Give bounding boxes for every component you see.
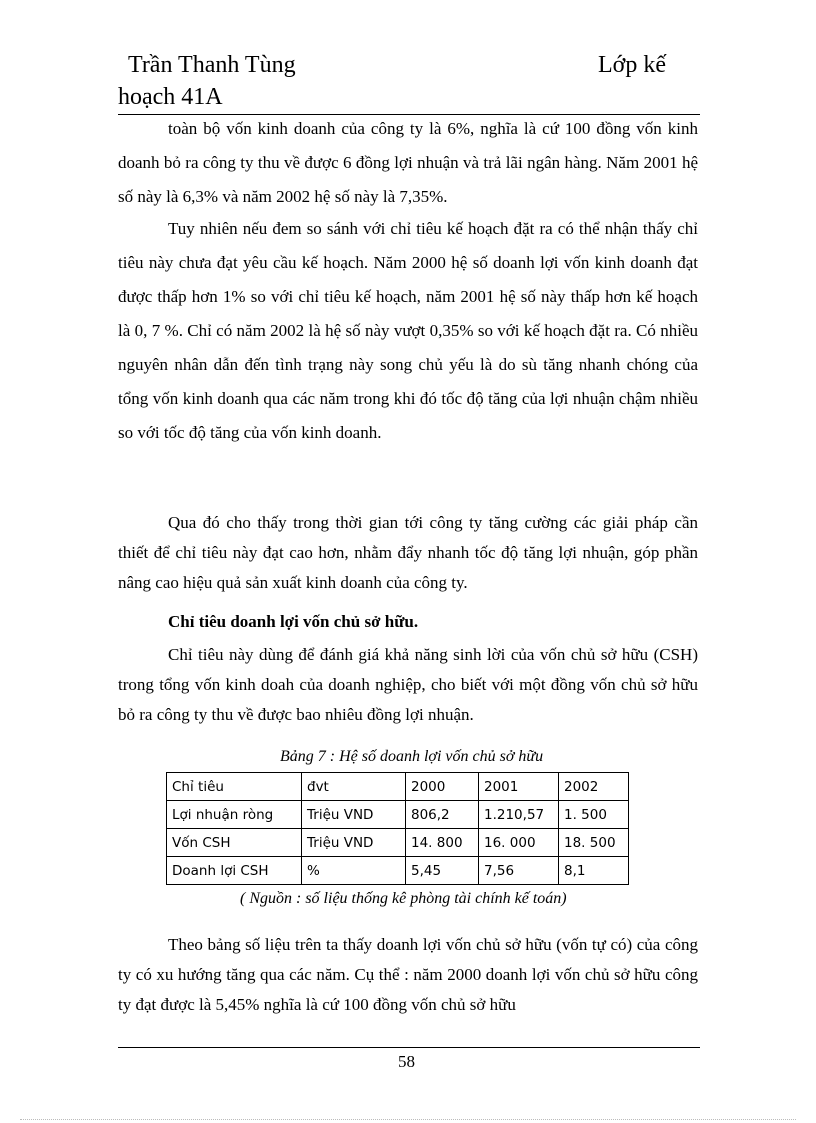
equity-return-table <box>166 772 629 885</box>
paragraph-2-text: Tuy nhiên nếu đem so sánh với chỉ tiêu kế hoạch đặt ra có thể nhận thấy chỉ tiêu này chưa đạt yêu cầu kế hoạch. Năm 2000 hệ số doanh lợi vốn kinh doanh đạt được thấp hơn 1% so với chỉ tiêu kế hoạch, năm 2001 hệ số này thấp hơn kế hoạch là 0, 7 %. Chỉ có năm 2002 là hệ số này vượt 0,35% so với kế hoạch đặt ra. Có nhiều nguyên nhân dẫn đến tình trạng này song chủ yếu là do sù tăng nhanh chóng của tổng vốn kinh doanh qua các năm trong khi đó tốc độ tăng của lợi nhuận chậm nhiều so với tốc độ tăng của vốn kinh doanh. <box>118 219 698 442</box>
table-row <box>167 829 629 857</box>
table-cell: Vốn CSH <box>167 829 302 857</box>
table-header-cell: Chỉ tiêu <box>167 773 302 801</box>
paragraph-4-text: Chỉ tiêu này dùng để đánh giá khả năng sinh lời của vốn chủ sở hữu (CSH) trong tổng vốn kinh doah của doanh nghiệp, cho biết với một đồng vốn chủ sở hữu bỏ ra công ty thu về được bao nhiêu đồng lợi nhuận. <box>118 645 698 724</box>
paragraph-3 <box>118 508 698 598</box>
table-header-cell: 2000 <box>406 773 479 801</box>
footer-rule <box>118 1047 700 1048</box>
table-row <box>167 801 629 829</box>
table-cell: Lợi nhuận ròng <box>167 801 302 829</box>
table-header-row <box>167 773 629 801</box>
table-cell: 5,45 <box>406 857 479 885</box>
table-header-cell: 2002 <box>559 773 629 801</box>
paragraph-1-text: toàn bộ vốn kinh doanh của công ty là 6%, nghĩa là cứ 100 đồng vốn kinh doanh bỏ ra công ty thu về được 6 đồng lợi nhuận và trả lãi ngân hàng. Năm 2001 hệ số này là 6,3% và năm 2002 hệ số này là 7,35%. <box>118 119 698 206</box>
header-class-continued: hoạch 41A <box>118 84 223 110</box>
header-class: Lớp kế <box>598 52 667 78</box>
table-cell: 18. 500 <box>559 829 629 857</box>
table-cell: 1.210,57 <box>479 801 559 829</box>
paragraph-2 <box>118 212 698 450</box>
table-cell: Triệu VND <box>302 801 406 829</box>
table-cell: 14. 800 <box>406 829 479 857</box>
paragraph-3-text: Qua đó cho thấy trong thời gian tới công ty tăng cường các giải pháp cần thiết để chỉ tiêu này đạt cao hơn, nhằm đẩy nhanh tốc độ tăng lợi nhuận, góp phần nâng cao hiệu quả sản xuất kinh doanh của công ty. <box>118 513 698 592</box>
table-caption: Bảng 7 : Hệ số doanh lợi vốn chủ sở hữu <box>280 748 544 765</box>
table-cell: 16. 000 <box>479 829 559 857</box>
table-cell: 1. 500 <box>559 801 629 829</box>
table-cell: 8,1 <box>559 857 629 885</box>
header-author: Trần Thanh Tùng <box>128 52 296 78</box>
table-cell: 806,2 <box>406 801 479 829</box>
section-heading: Chỉ tiêu doanh lợi vốn chủ sở hữu. <box>168 612 419 631</box>
paragraph-5-text: Theo bảng số liệu trên ta thấy doanh lợi vốn chủ sở hữu (vốn tự có) của công ty có xu hướng tăng qua các năm. Cụ thể : năm 2000 doanh lợi vốn chủ sở hữu công ty đạt được là 5,45% nghĩa là cứ 100 đồng vốn chủ sở hữu <box>118 935 698 1014</box>
table-row <box>167 857 629 885</box>
table-cell: Triệu VND <box>302 829 406 857</box>
table-cell: % <box>302 857 406 885</box>
paragraph-4 <box>118 640 698 730</box>
table-cell: Doanh lợi CSH <box>167 857 302 885</box>
page-number: 58 <box>398 1052 415 1071</box>
table-header-cell: 2001 <box>479 773 559 801</box>
table-header-cell: đvt <box>302 773 406 801</box>
table-source-note: ( Nguồn : số liệu thống kê phòng tài chính kế toán) <box>240 890 567 907</box>
page-bottom-border <box>20 1119 796 1120</box>
paragraph-5 <box>118 930 698 1020</box>
paragraph-1 <box>118 112 698 214</box>
table-cell: 7,56 <box>479 857 559 885</box>
